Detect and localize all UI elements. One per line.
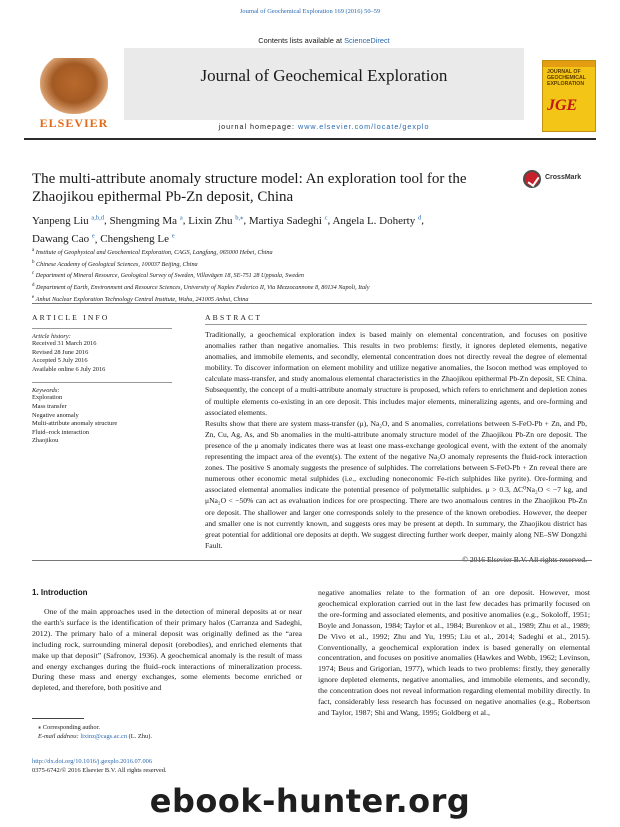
history-item: Revised 28 June 2016 <box>32 348 89 356</box>
article-info <box>32 313 172 446</box>
elsevier-tree-icon <box>40 58 108 114</box>
homepage-link[interactable]: www.elsevier.com/locate/gexplo <box>298 122 430 131</box>
masthead-center <box>124 28 524 136</box>
affiliation: $^d$ Department of Earth, Environment and Resource Sciences, University of Naples Federico II, Via Mezzocannone 8, 80134 Napoli, Italy <box>32 282 370 292</box>
doi-link[interactable]: http://dx.doi.org/10.1016/j.gexplo.2016.07.006 <box>32 758 153 765</box>
divider <box>32 328 172 329</box>
body-paragraph: negative anomalies relate to the formation of an ore deposit. However, most geochemical exploration carried out in the last few decades has primarily focused on the ore-forming and associated elements, and positive anomalies (e.g., Sokoloff, 1951; Boyle and Jonasson, 1984; Taylor et al., 1984; Burenkov et al., 1989; Zhu et al., 1989; De Vivo et al., 1992; Zhu and Yu, 1995; Liu et al., 2014; Sadeghi et al., 2015). Conventionally, a geochemical exploration index is based generally on elemental concentration, and focuses on positive anomalies (Hawkes and Webb, 1962; Levinson, 1974; Beus and Grigorian, 1977), which leads to two problems: firstly, they generally ignore depleted elements, negative anomalies, and immobile elements, and secondly, the concentration does not reveal information regarding elemental mobility directly. In fact, considerably less research has focussed on negative anomalies (e.g., Robertson and Taylor, 1987; Shi and Wang, 1995; Goldberg et al., <box>318 588 590 717</box>
article-info-heading: ARTICLE INFO <box>32 313 110 322</box>
journal-cover-thumbnail[interactable] <box>542 60 596 132</box>
history-label: Article history: <box>32 333 71 340</box>
homepage-prefix: journal homepage: <box>218 122 299 131</box>
body-paragraph: One of the main approaches used in the detection of mineral deposits at or near the earth's surface is the identification of their primary halos (Carranza and Sadeghi, 2012). The primary halo of a mineral deposit was originally defined as the “area including rock, surrounding mineral deposit (orebodies), and enriched elements that make up that deposit” (Safronov, 1936). A geochemical anomaly is the result of mass and energy exchanges during the fluid–rock interactions of mineralization process. During these mass and energy exchanges, some elements become enriched or depleted, and therefore, both positive and <box>32 607 302 693</box>
abstract-paragraph: Traditionally, a geochemical exploration index is based mainly on elemental concentration, and focuses on positive anomalies rather than negative anomalies. This results in two problems: firstly, it ignores depleted elements, negative anomalies, and immobile elements, and secondly, elemental concentration does not directly reveal the degree of elemental mobility. To discover information on element mobility and utilize negative anomalies, the Isocon method was employed to calculate mass-transfer, and study anomalous elemental characteristics in the Zhaojikou epithermal Pb-Zn deposit, SE China. Subsequently, the concept of a multi-attribute anomaly structure is proposed, which refers to enrichment and depletion zones of multiple elements co-existing in an ore deposit. This includes major elements, mineralizing agents, and ore-forming and associated elements. <box>205 330 587 417</box>
keyword: Mass transfer <box>32 402 67 410</box>
affiliation: $^e$ Anhui Nuclear Exploration Technology Central Institute, Wuhu, 241005 Anhui, China <box>32 294 249 303</box>
email-link[interactable]: lixinz@cags.ac.cn <box>80 733 128 740</box>
keyword: Exploration <box>32 394 63 402</box>
sciencedirect-link[interactable]: ScienceDirect <box>344 36 390 45</box>
title-line-2: Zhaojikou epithermal Pb-Zn deposit, China <box>32 189 294 205</box>
author[interactable]: Lixin Zhu $^{b,⁎}$ <box>188 214 244 227</box>
cover-band <box>543 61 595 67</box>
affiliation: $^a$ Institute of Geophysical and Geochemical Exploration, CAGS, Langfang, 065000 Hebei, China <box>32 248 273 257</box>
journal-masthead <box>24 28 596 136</box>
journal-name: Journal of Geochemical Exploration <box>200 66 448 85</box>
section-heading: 1. Introduction <box>32 588 88 597</box>
divider <box>32 382 172 383</box>
footnotes <box>38 723 288 741</box>
author[interactable]: Chengsheng Le $^e$ <box>100 232 175 246</box>
history-item: Available online 6 July 2016 <box>32 365 106 373</box>
keywords-label: Keywords: <box>32 387 60 395</box>
homepage-line <box>124 122 524 131</box>
abstract-paragraph: Results show that there are system mass-transfer (μ), Na₂O, and S anomalies, correlations between S-FeO-Pb + Zn, and Pb, Zn, Cu, Ag, As, and Sb anomalies in the multi-attribute anomaly structure model of the Zhaojikou Pb-Zn ore deposit. The presence of the μ anomaly indicates there was at least one mass-exchange geological event, with the extent of the anomaly representing the impact area of the event(s). The extent of the negative Na₂O anomaly represents the fluid-rock interaction zones. The positive S anomaly suggests the presence of sulphides. The correlations between S-FeO-Pb + Zn reveal there are numerous other economic metal sulphides (i.e., excluding noneconomic Fe-rich sulphides like pyrite). Ore-forming and associated elemental anomalies indicate the potential presence of polymetallic sulphides. μ > 0.3, ΔC⁰Na₂O < −7 kg, and μNa₂O < −50% can act as evaluation indices for ore prospecting. There are two anomalous centres in the Zhaojikou Pb-Zn ore deposit. The shallower and larger one corresponds solely to the presence of the known orebodies. However, the deeper and smaller one is not currently known, and suggests ores may be present at depth. In summary, the Zhaojikou district has great potential for additional ore deposits at depth. We suggest directing further work deeper, mainly along NE–SW Dongzhi Fault. <box>205 418 587 550</box>
history-item: Received 31 March 2016 <box>32 340 97 347</box>
watermark: ebook-hunter.org <box>149 782 471 820</box>
doi-block <box>32 757 292 775</box>
history-item: Accepted 5 July 2016 <box>32 357 88 365</box>
crossmark-label: CrossMark <box>545 174 582 181</box>
issn-line: 0375-6742/© 2016 Elsevier B.V. All rights reserved. <box>32 767 167 774</box>
header-rule <box>32 303 592 304</box>
affiliation: $^b$ Chinese Academy of Geological Sciences, 100037 Beijing, China <box>32 259 198 268</box>
abstract-heading: ABSTRACT <box>205 313 263 322</box>
body-column-right <box>318 588 590 719</box>
author[interactable]: Dawang Cao $^e$ <box>32 232 95 246</box>
email-note: E-mail address: lixinz@cags.ac.cn (L. Zhu). <box>38 733 152 740</box>
cover-title: JOURNAL OF GEOCHEMICAL EXPLORATION <box>547 69 586 87</box>
keyword: Fluid–rock interaction <box>32 428 89 436</box>
article-title <box>32 170 492 206</box>
masthead-rule <box>24 138 596 140</box>
crossmark-icon <box>523 170 541 188</box>
corresponding-author-note: ⁎ Corresponding author. <box>38 724 100 731</box>
body-column-left <box>32 588 302 694</box>
author[interactable]: Martiya Sadeghi $^c$ <box>248 214 328 227</box>
crossmark-button[interactable] <box>523 170 593 192</box>
publisher-name: ELSEVIER <box>39 116 109 130</box>
keyword: Zhaojikou <box>32 437 59 445</box>
author[interactable]: Angela L. Doherty $^d$ <box>332 214 422 227</box>
affiliation: $^c$ Department of Mineral Resource, Geological Survey of Sweden, Villavägen 18, SE-751 28 Uppsala, Sweden <box>32 271 305 280</box>
keyword: Negative anomaly <box>32 411 79 419</box>
contents-line <box>124 36 524 45</box>
author-list: Yanpeng Liu $^{a,b,d}$, Shengming Ma $^a$, Lixin Zhu $^{b,⁎}$, Martiya Sadeghi $^c$, Angela L. Doherty $^d$, Dawang Cao $^e$, Chengsheng Le $^e$ <box>32 214 424 246</box>
affiliations <box>32 246 592 304</box>
title-line-1: The multi-attribute anomaly structure model: An exploration tool for the <box>32 171 467 187</box>
abstract <box>205 313 587 564</box>
footnote-rule <box>32 718 84 719</box>
author[interactable]: Yanpeng Liu $^{a,b,d}$ <box>32 214 105 227</box>
abstract-rule <box>32 560 592 561</box>
cover-abbrev: JGE <box>547 97 578 114</box>
author[interactable]: Shengming Ma $^a$ <box>109 214 183 227</box>
divider <box>205 324 587 325</box>
keyword: Multi-attribute anomaly structure <box>32 420 118 428</box>
running-head[interactable]: Journal of Geochemical Exploration 169 (2016) 50–59 <box>239 8 381 15</box>
contents-prefix: Contents lists available at <box>258 36 345 45</box>
elsevier-logo[interactable] <box>34 58 114 130</box>
